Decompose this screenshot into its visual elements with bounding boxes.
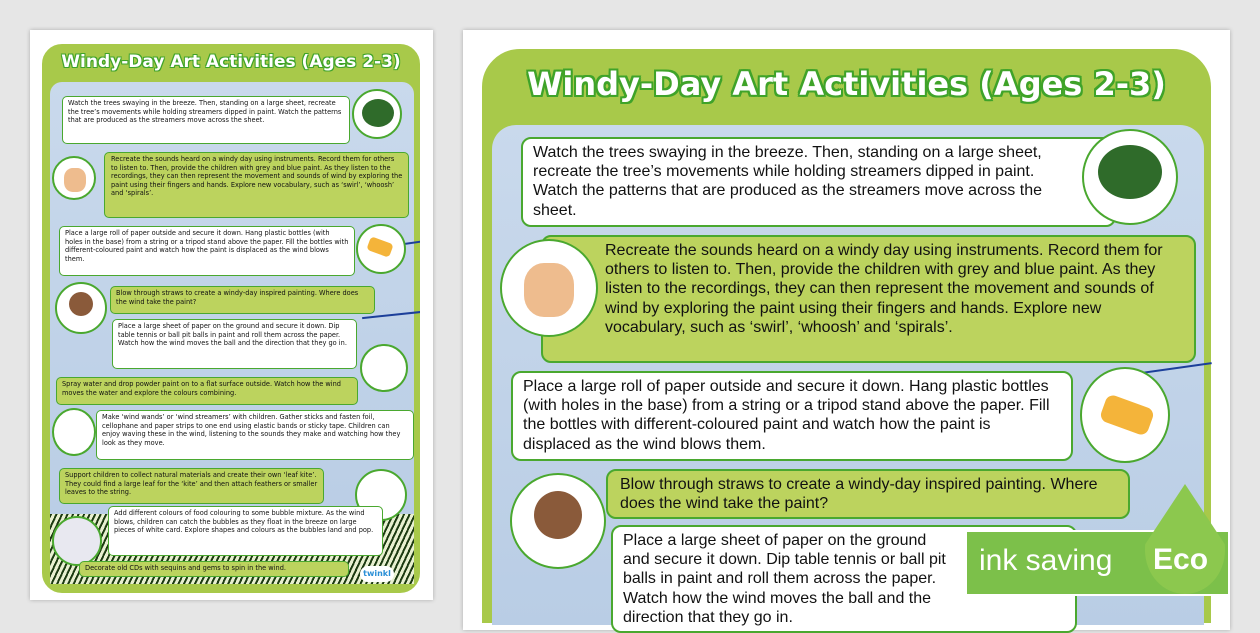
activity-card: Recreate the sounds heard on a windy day using instruments. Record them for others to listen to. Then, provide the children with grey and blue paint. As they listen to the recordings, they can then represent the movement and sounds of wind by exploring the paint using their fingers and hands. Explore new vocabulary, such as ‘swirl’, ‘whoosh’ and ‘spirals’. xyxy=(104,152,409,218)
tree-image xyxy=(352,89,402,139)
poster-title: Windy-Day Art Activities (Ages 2-3) xyxy=(61,52,401,72)
bottle-image xyxy=(356,224,406,274)
spray-image xyxy=(360,344,408,392)
child-image xyxy=(55,282,107,334)
tree-image xyxy=(1082,129,1178,225)
activity-card: Place a large roll of paper outside and secure it down. Hang plastic bottles (with holes in the base) from a string or a tripod stand above the paper. Fill the bottles with different-coloured paint and watch how the paint is displaced as the wind blows them. xyxy=(59,226,355,276)
ink-saving-badge xyxy=(965,530,1230,596)
activity-card: Add different colours of food colouring to some bubble mixture. As the wind blows, children can catch the bubbles as they float in the breeze on large pieces of white card. Explore shapes and colours as the bubbles land and pop. xyxy=(108,506,383,556)
activity-card: Blow through straws to create a windy-day inspired painting. Where does the wind take the paint? xyxy=(606,469,1130,519)
activity-card: Place a large sheet of paper on the ground and secure it down. Dip table tennis or ball pit balls in paint and roll them across the paper. Watch how the wind moves the ball and the direction that they go in. xyxy=(112,319,357,369)
hand-image xyxy=(52,156,96,200)
activity-card: Support children to collect natural materials and create their own ‘leaf kite’. They could find a large leaf for the ‘kite’ and then attach feathers or smaller leaves to the string. xyxy=(59,468,324,504)
bottle-image xyxy=(1080,367,1170,463)
activity-card: Decorate old CDs with sequins and gems to spin in the wind. xyxy=(79,561,349,577)
activity-card: Spray water and drop powder paint on to a flat surface outside. Watch how the wind moves the water and explore the colours combining. xyxy=(56,377,358,405)
child-image xyxy=(510,473,606,569)
poster-title: Windy-Day Art Activities (Ages 2-3) xyxy=(527,65,1166,103)
twinkl-logo: twinkl xyxy=(360,566,394,582)
eco-label: Eco xyxy=(1153,543,1209,576)
activity-card: Recreate the sounds heard on a windy day using instruments. Record them for others to listen to. Then, provide the children with grey and blue paint. As they listen to the recordings, they can then represent the movement and sounds of wind by exploring the paint using their fingers and hands. Explore new vocabulary, such as ‘swirl’, ‘whoosh’ and ‘spirals’. xyxy=(541,235,1196,363)
activity-card-text: Place a large sheet of paper on the ground and secure it down. Dip table tennis or ball pit balls in paint and roll them across the paper. Watch how the wind moves the ball and the direction that they go in. xyxy=(623,532,946,626)
activity-card: Place a large roll of paper outside and secure it down. Hang plastic bottles (with holes in the base) from a string or a tripod stand above the paper. Fill the bottles with different-coloured paint and watch how the paint is displaced as the wind blows them. xyxy=(511,371,1073,461)
activity-card: Watch the trees swaying in the breeze. Then, standing on a large sheet, recreate the tree’s movements while holding streamers dipped in paint. Watch the patterns that are produced as the streamers move across the sheet. xyxy=(62,96,350,144)
hand-image xyxy=(500,239,598,337)
ink-saving-label: ink saving xyxy=(979,544,1113,577)
cd-image xyxy=(52,516,102,566)
activity-card: Make ‘wind wands’ or ‘wind streamers’ with children. Gather sticks and fasten foil, cellophane and paper strips to one end using elastic bands or sticky tape. Children can enjoy waving these in the wind, listening to the sounds they make and watching how they look as they move. xyxy=(96,410,414,460)
poster-thumbnail[interactable] xyxy=(30,30,433,600)
activity-card: Blow through straws to create a windy-day inspired painting. Where does the wind take the paint? xyxy=(110,286,375,314)
streamer-image xyxy=(52,408,96,456)
activity-card: Watch the trees swaying in the breeze. Then, standing on a large sheet, recreate the tree’s movements while holding streamers dipped in paint. Watch the patterns that are produced as the streamers move across the sheet. xyxy=(521,137,1116,227)
